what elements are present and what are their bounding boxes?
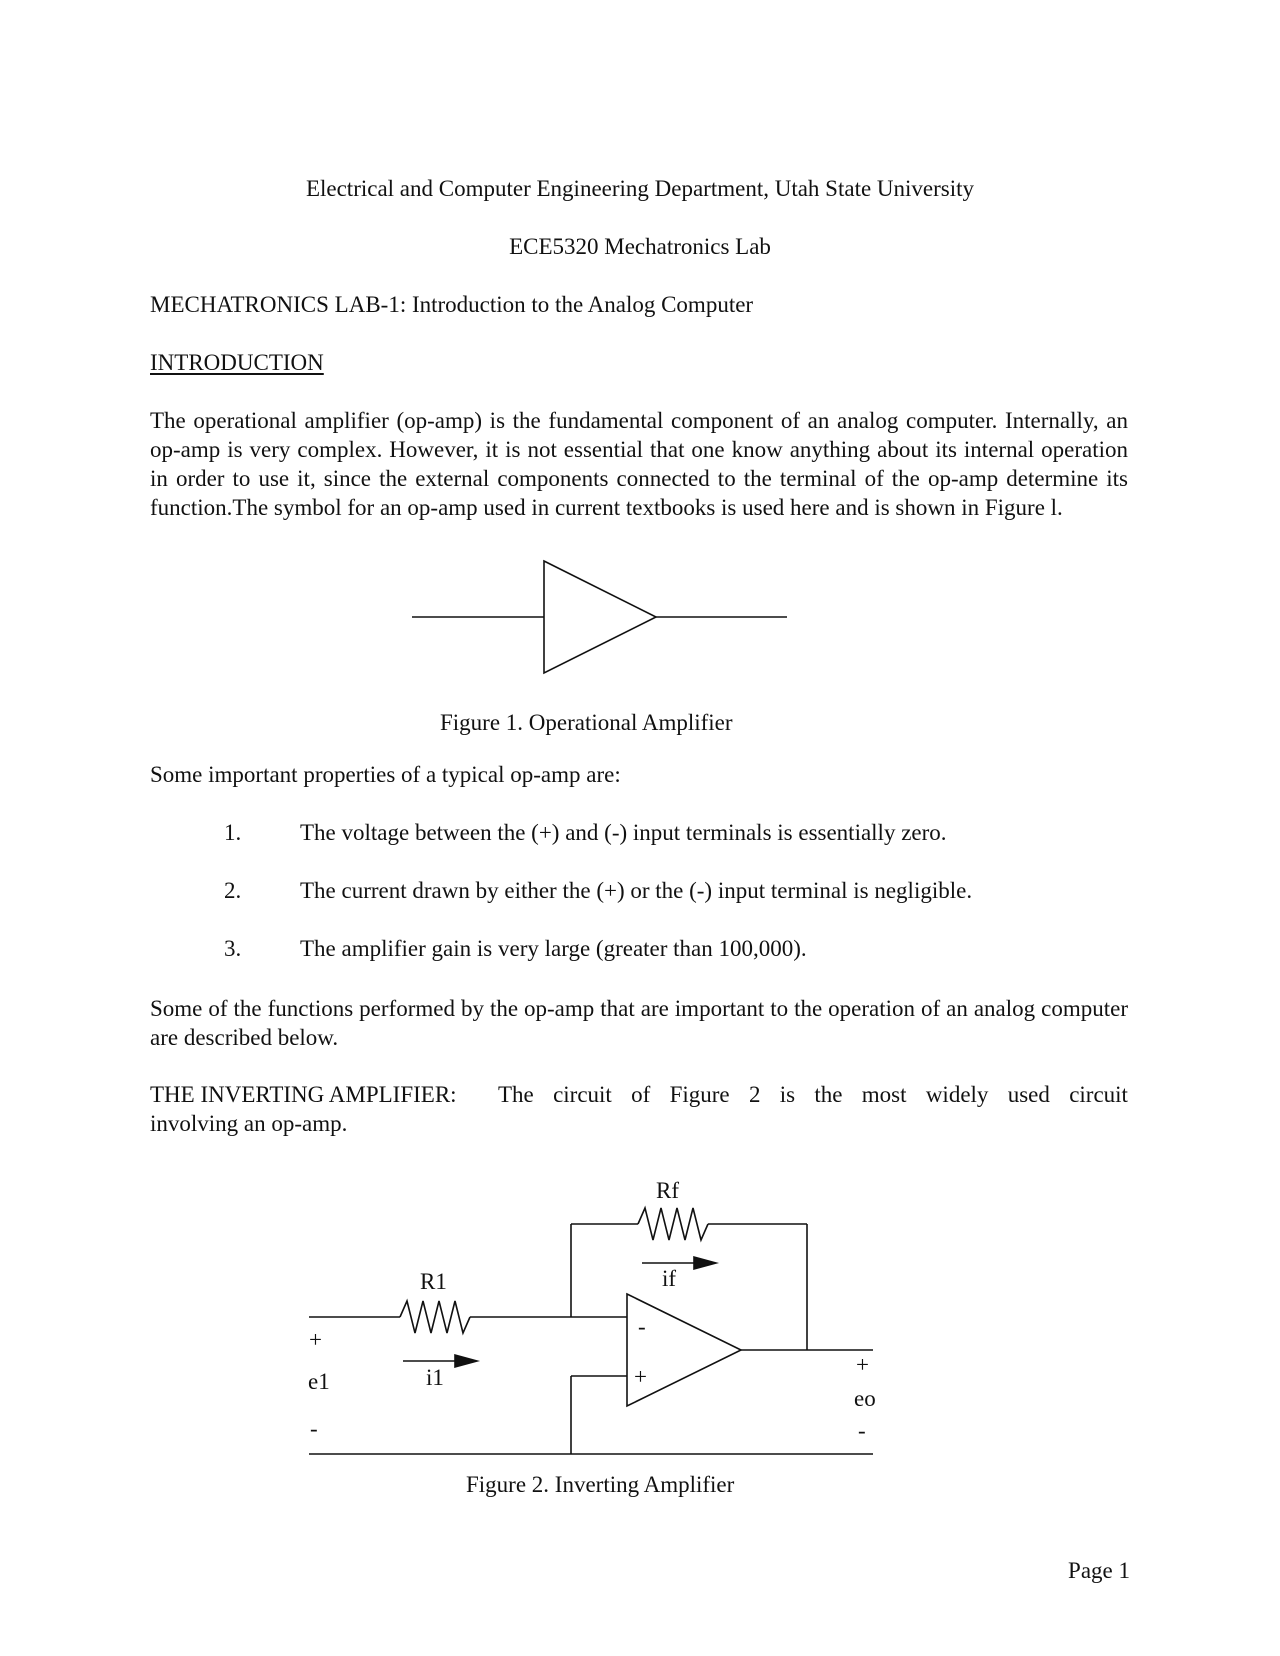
figure-1-caption: Figure 1. Operational Amplifier [440, 710, 733, 735]
word: most [861, 1082, 907, 1107]
list-item-number: 3. [224, 936, 242, 961]
introduction-heading: INTRODUCTION [150, 350, 324, 375]
department-header: Electrical and Computer Engineering Department, Utah State University [305, 176, 975, 201]
word: the [814, 1082, 843, 1107]
course-title: ECE5320 Mechatronics Lab [509, 234, 771, 259]
i1-arrow-icon [455, 1355, 477, 1367]
page-number: Page 1 [1068, 1558, 1130, 1583]
rf-resistor [638, 1208, 708, 1240]
list-item-text: The voltage between the (+) and (-) input terminals is essentially zero. [300, 820, 947, 845]
word: The [498, 1082, 534, 1107]
word: 2 [748, 1082, 761, 1107]
word: Figure [669, 1082, 730, 1107]
word: of [631, 1082, 651, 1107]
eo-plus-label: + [856, 1352, 869, 1377]
if-label: if [662, 1266, 677, 1291]
functions-paragraph: Some of the functions performed by the op-amp that are important to the operation of an analog computer are described below. [150, 996, 1128, 1050]
eo-minus-label: - [858, 1418, 866, 1443]
e1-label: e1 [308, 1369, 330, 1394]
e1-minus-label: - [310, 1416, 318, 1441]
op-amp-triangle [627, 1294, 741, 1406]
if-arrow-icon [694, 1257, 716, 1269]
word: circuit [553, 1082, 612, 1107]
rf-label: Rf [656, 1178, 679, 1203]
inverting-amplifier-text-line2: involving an op-amp. [150, 1111, 348, 1136]
inverting-input-sign: - [638, 1314, 646, 1339]
list-item-number: 2. [224, 878, 242, 903]
noninverting-input-sign: + [634, 1364, 647, 1389]
r1-resistor [400, 1301, 470, 1333]
eo-label: eo [854, 1386, 876, 1411]
r1-label: R1 [420, 1269, 447, 1294]
inverting-amplifier-label: THE INVERTING AMPLIFIER: [150, 1082, 457, 1107]
e1-plus-label: + [309, 1327, 322, 1352]
word: widely [925, 1082, 989, 1107]
word: circuit [1069, 1082, 1128, 1107]
properties-lead: Some important properties of a typical op-amp are: [150, 762, 621, 787]
list-item-text: The current drawn by either the (+) or the (-) input terminal is negligible. [300, 878, 973, 903]
list-item-number: 1. [224, 820, 242, 845]
word: is [779, 1082, 796, 1107]
i1-label: i1 [426, 1365, 444, 1390]
list-item-text: The amplifier gain is very large (greater than 100,000). [300, 936, 807, 961]
lab-title: MECHATRONICS LAB-1: Introduction to the Analog Computer [150, 292, 754, 317]
word: used [1007, 1082, 1050, 1107]
introduction-paragraph: The operational amplifier (op-amp) is the fundamental component of an analog computer. Internally, an op-amp is very complex. However, it is not essential that one know anything about its internal operation in order to use it, since the external components connected to the terminal of the op-amp determine its function.The symbol for an op-amp used in current textbooks is used here and is shown in Figure l. [150, 408, 1128, 520]
figure-2-caption: Figure 2. Inverting Amplifier [466, 1472, 735, 1497]
